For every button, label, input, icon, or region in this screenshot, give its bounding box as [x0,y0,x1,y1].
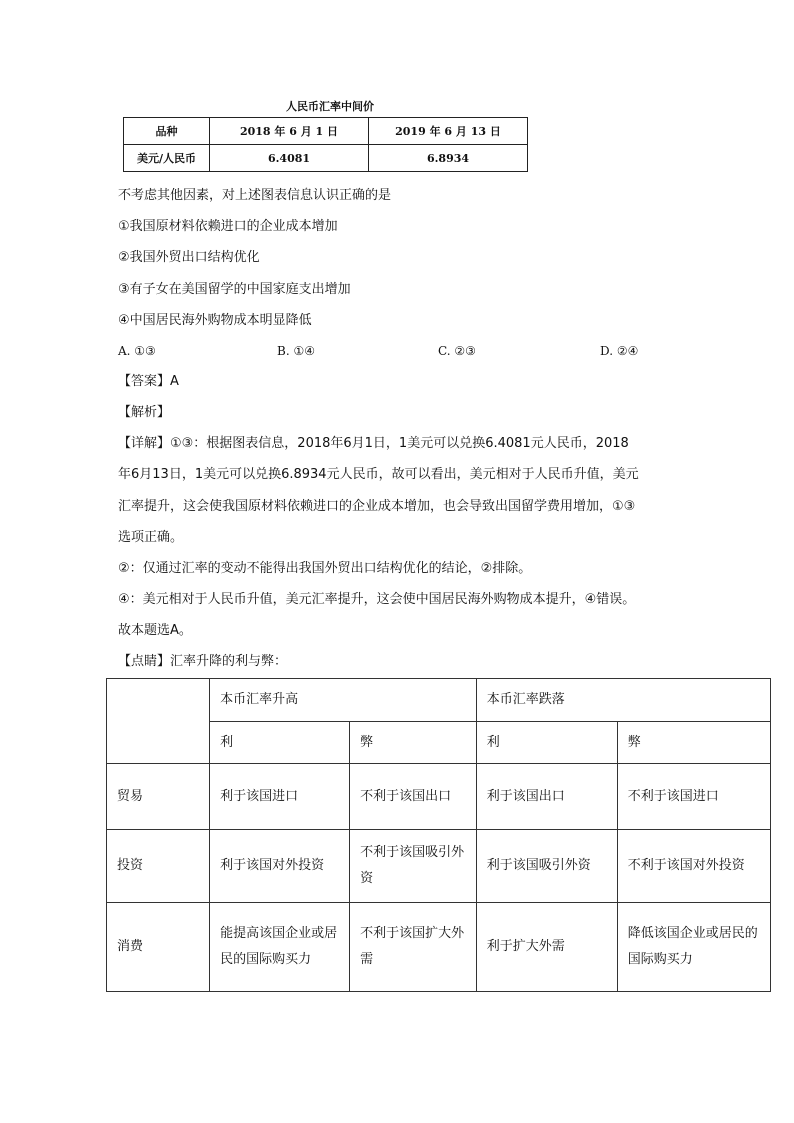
rate-table [123,117,528,172]
table-cell: 能提高该国企业或居民的国际购买力 [210,903,350,992]
pro-header: 利 [476,722,617,764]
answer-text: 【答案】A [118,374,179,389]
table-cell: 利于该国出口 [476,764,617,830]
table-row [107,903,771,992]
detail-line-1: 【详解】①③：根据图表信息，2018年6月1日，1美元可以兑换6.4081元人民币，2018 [118,436,629,451]
rate-2018: 6.4081 [210,145,369,172]
table-row [107,830,771,903]
detail-line-3: 汇率提升，这会使我国原材料依赖进口的企业成本增加，也会导致出国留学费用增加，①③ [118,499,636,514]
statement-2: ②我国外贸出口结构优化 [118,250,260,265]
option-b: B. ①④ [277,344,315,358]
tip-heading: 【点睛】汇率升降的利与弊： [118,654,288,669]
pro-header: 利 [210,722,350,764]
rate-table-row [124,145,528,172]
table-cell: 不利于该国出口 [350,764,477,830]
currency-pair: 美元/人民币 [124,145,210,172]
statement-3: ③有子女在美国留学的中国家庭支出增加 [118,282,351,297]
point-4: ④：美元相对于人民币升值，美元汇率提升，这会使中国居民海外购物成本提升，④错误。 [118,592,636,607]
header-variety: 品种 [124,118,210,145]
question-text: 不考虑其他因素，对上述图表信息认识正确的是 [118,188,392,203]
conclusion: 故本题选A。 [118,623,192,638]
statement-1: ①我国原材料依赖进口的企业成本增加 [118,219,338,234]
point-2: ②：仅通过汇率的变动不能得出我国外贸出口结构优化的结论，②排除。 [118,561,532,576]
table-cell: 不利于该国吸引外资 [350,830,477,903]
table-cell: 利于该国对外投资 [210,830,350,903]
row-label-consumption: 消费 [107,903,210,992]
rate-table-caption: 人民币汇率中间价 [286,100,374,113]
table-cell: 利于该国吸引外资 [476,830,617,903]
table-cell: 不利于该国扩大外需 [350,903,477,992]
rate-table-header [124,118,528,145]
table-cell: 利于该国进口 [210,764,350,830]
group-depreciation: 本币汇率跌落 [476,679,770,722]
con-header: 弊 [617,722,770,764]
option-a: A. ①③ [118,344,156,358]
corner-cell [107,679,210,764]
option-c: C. ②③ [438,344,476,358]
table-row [107,764,771,830]
header-date-2018: 2018 年 6 月 1 日 [210,118,369,145]
row-label-investment: 投资 [107,830,210,903]
option-d: D. ②④ [600,344,639,358]
detail-line-4: 选项正确。 [118,530,184,545]
row-label-trade: 贸易 [107,764,210,830]
group-appreciation: 本币汇率升高 [210,679,477,722]
statement-4: ④中国居民海外购物成本明显降低 [118,313,312,328]
table-cell: 降低该国企业或居民的国际购买力 [617,903,770,992]
con-header: 弊 [350,722,477,764]
detail-line-2: 年6月13日，1美元可以兑换6.8934元人民币，故可以看出，美元相对于人民币升值，美元 [118,467,639,482]
rate-2019: 6.8934 [369,145,528,172]
header-date-2019: 2019 年 6 月 13 日 [369,118,528,145]
group-header-row [107,679,771,722]
pros-cons-table [106,678,771,992]
analysis-heading: 【解析】 [118,405,171,420]
table-cell: 不利于该国进口 [617,764,770,830]
table-cell: 利于扩大外需 [476,903,617,992]
table-cell: 不利于该国对外投资 [617,830,770,903]
